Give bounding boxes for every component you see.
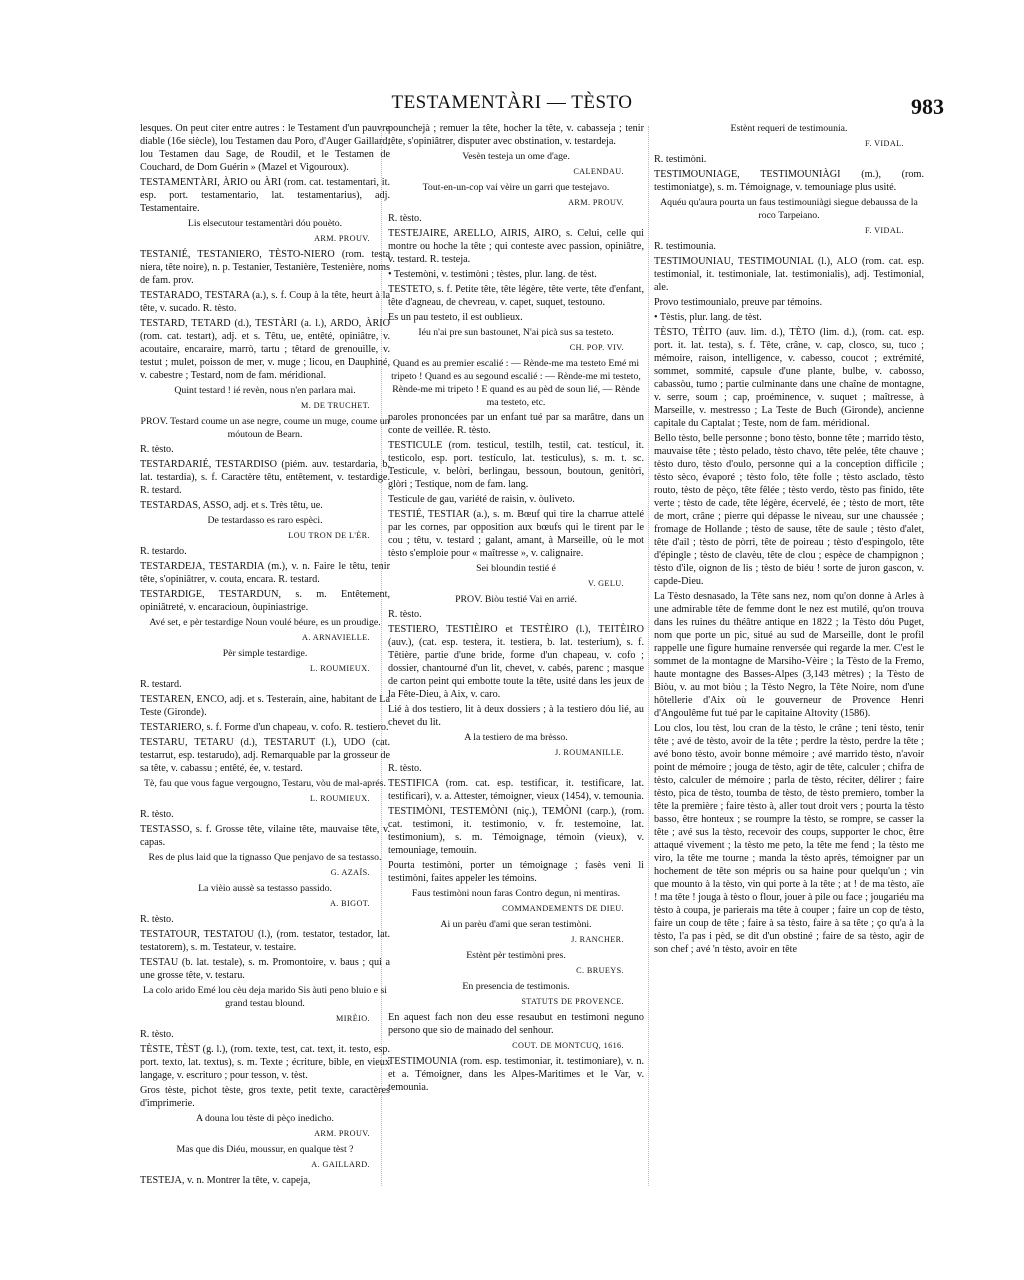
dictionary-entry: TESTIMÒNI, TESTEMÒNI (niç.), TEMÒNI (carp.), (rom. cat. testimoni, it. testimonio, v. fr. testemoine, lat. testimonium), s. m. Témoignage, témoin (vieux), v. temouniage, temouin. (388, 806, 644, 856)
dictionary-entry: R. tèsto. (388, 609, 422, 620)
citation-quote: Vesèn testeja un ome d'age. (462, 151, 570, 162)
dictionary-entry: TESTARDIGE, TESTARDUN, s. m. Entêtement, opiniâtreté, v. encaracioun, òupiniastrige. (140, 589, 390, 613)
citation-quote: De testardasso es raro espèci. (207, 515, 323, 526)
citation-quote: Tout-en-un-cop vai vèire un garri que testejavo. (422, 182, 610, 193)
citation-author: ARM. PROUV. (314, 234, 370, 243)
dictionary-entry: R. testimounia. (654, 241, 716, 252)
dictionary-entry: TESTAU (b. lat. testale), s. m. Promontoire, v. baus ; qui a une grosse tête, v. testaru. (140, 957, 390, 981)
dictionary-entry: La Tèsto desnasado, la Tête sans nez, nom qu'on donne à Arles à une admirable tête de femme dont le nez est mutilé, qu'on trouva dans les ruines du théâtre antique en 1822 ; la Tèsto dóu Puget, nom que porte un pic, situé au sud de Marseille, dont le profil rappelle une figure humaine renversée qui regarde la mer. C'est le sommet de la montagne de Marsiho-Vèire ; la Tèsto de la Fremo, haute montagne des Basses-Alpes (3,143 mètres) ; la Tèsto de Biòu, v. au mot biòu ; la Tèsto Negro, la Tête Noire, nom d'une hôtellerie d'Aix où le gouverneur de Provence Henri d'Angoulême fut tué par le capitaine Altovity (1586). (654, 591, 924, 719)
citation-author: F. VIDAL. (865, 226, 904, 235)
dictionary-entry: TESTATOUR, TESTATOU (l.), (rom. testator, testador, lat. testatorem), s. m. Testateur, v. testaire. (140, 929, 390, 953)
dictionary-entry: R. tèsto. (140, 809, 174, 820)
citation-quote: Quand es au premier escalié : — Rènde-me ma testeto Emé mi tripeto ! Quand es au segound escalié : — Rènde-me mi testeto, Rènde-me mi tripeto ! E quand es au pèd de soun lié, — Rènde ma testeto, etc. (391, 358, 641, 408)
citation-quote: Ai un parèu d'ami que seran testimòni. (440, 919, 592, 930)
dictionary-entry: TÈSTO, TÈITO (auv. lim. d.), TÈTO (lim. d.), (rom. cat. esp. port. it. lat. testa), s. f. Tête, crâne, v. cap, closco, su, tuco ; mémoire, raison, intelligence, v. cabesso, coucot ; extrémité, sommet, sommité, capsule d'une plante, bulbe, v. cabosso, cabassòu, tumo ; partie culminante dans une chaîne de montagne, v. serre, soum ; cap, proéminence, v. suquet ; maîtresse, à Marseille, v. mestresso ; La Teste de Buch (Gironde), ancienne capitale du Captalat ; Teste, nom de fam. méridional. (654, 327, 924, 429)
citation-author: A. ARNAVIELLE. (302, 633, 370, 642)
dictionary-entry: R. tèsto. (140, 914, 174, 925)
dictionary-entry: Gros tèste, pichot tèste, gros texte, petit texte, caractères d'imprimerie. (140, 1085, 390, 1109)
citation-quote: Estènt requeri de testimounia. (730, 123, 848, 134)
dictionary-entry: pounchejà ; remuer la tête, hocher la tête, v. cabasseja ; tenir tête, s'opiniâtrer, disputer avec obstination, v. testardeja. (388, 123, 644, 147)
dictionary-entry: lesques. On peut citer entre autres : le Testament d'un pauvre diable (16e siècle), lou Testamen dau Poro, d'Auger Gaillard, lou Testamen dau Sage, de Roudil, et le Testamen de Couchard, de Dom Guérin » (Mazel et Vigouroux). (140, 123, 390, 173)
citation-author: ARM. PROUV. (568, 198, 624, 207)
dictionary-entry: R. tèsto. (388, 213, 422, 224)
dictionary-entry: TESTIÉ, TESTIAR (a.), s. m. Bœuf qui tire la charrue attelé par les cornes, par opposition aux bœufs qui le tirent par le cou ; têtu, v. testard ; galant, amant, à Marseille, où le mot tèsto s'emploie pour « maîtresse », v. calignaire. (388, 509, 644, 559)
citation-quote: Avé set, e pèr testardige Noun voulé béure, es un proudige. (149, 617, 381, 628)
dictionary-entry: paroles prononcées par un enfant tué par sa marâtre, dans un conte de veillée. R. tèsto. (388, 412, 644, 436)
citation-author: F. VIDAL. (865, 139, 904, 148)
dictionary-entry: TESTEJAIRE, ARELLO, AIRIS, AIRO, s. Celui, celle qui montre ou hoche la tête ; qui conteste avec passion, opiniâtre, v. testard. R. testeja. (388, 228, 644, 265)
dictionary-entry: R. tèsto. (140, 1029, 174, 1040)
dictionary-entry: • Tèstis, plur. lang. de tèst. (654, 312, 762, 323)
citation-quote: Faus testimòni noun faras Contro degun, ni mentiras. (411, 888, 621, 899)
citation-quote: Mas que dis Diéu, moussur, en qualque tèst ? (176, 1144, 354, 1155)
dictionary-entry: TESTARDEJA, TESTARDIA (m.), v. n. Faire le têtu, tenir tête, s'opiniâtrer, v. couta, encara. R. testard. (140, 561, 390, 585)
dictionary-entry: TESTICULE (rom. testicul, testilh, testil, cat. testícul, it. testicolo, esp. port. testículo, lat. testiculus), s. m. t. sc. Testicule, v. belòri, berlingau, bessoun, boutoun, genitòri, glòri ; Testique, nom de fam. lang. (388, 440, 644, 490)
citation-author: M. DE TRUCHET. (301, 401, 370, 410)
dictionary-entry: TESTARDARIÉ, TESTARDISO (piém. auv. testardaria, b. lat. testardia), s. f. Caractère têtu, entêtement, v. testardige. R. testard. (140, 459, 390, 496)
citation-author: CALENDAU. (573, 167, 624, 176)
citation-author: J. RANCHER. (571, 935, 624, 944)
dictionary-entry: TESTARDAS, ASSO, adj. et s. Très têtu, ue. (140, 500, 323, 511)
citation-author: C. BRUEYS. (576, 966, 624, 975)
page-number: 983 (911, 94, 944, 119)
citation-author: G. AZAÏS. (330, 868, 370, 877)
dictionary-entry: TESTIMOUNIAU, TESTIMOUNIAL (l.), ALO (rom. cat. esp. testimonial, it. testimoniale, lat. testimonialis), adj. Testimonial, ale. (654, 256, 924, 293)
citation-quote: Quint testard ! ié revèn, nous n'en parlara mai. (174, 385, 356, 396)
dictionary-entry: Provo testimounialo, preuve par témoins. (654, 297, 823, 308)
running-head (0, 92, 1024, 122)
citation-quote: PROV. Biòu testié Vai en arrié. (455, 594, 577, 605)
column-divider (648, 126, 650, 1186)
dictionary-entry: TESTIERO, TESTIÈIRO et TESTÈIRO (l.), TEITÈIRO (auv.), (cat. esp. testera, it. testiera, b. lat. testerium), s. f. Têtière, partie d'une bride, forme d'un chapeau, v. cofo ; dossier, chantourné d'un lit, chevet, v. cabés, parenc ; masque de carton peint qui embotte toute la tête, usité dans les jeux de la Fête-Dieu, à Aix, v. caro. (388, 624, 644, 700)
citation-author: COUT. DE MONTCUQ, 1616. (512, 1041, 624, 1050)
citation-author: COMMANDEMENTS DE DIEU. (502, 904, 624, 913)
dictionary-entry: • Testemòni, v. testimòni ; tèstes, plur. lang. de tèst. (388, 269, 597, 280)
citation-quote: Pèr simple testardige. (222, 648, 308, 659)
dictionary-entry: TÈSTE, TÈST (g. l.), (rom. texte, test, cat. text, it. testo, esp. port. texto, lat. textus), s. m. Texte ; écriture, bible, en vieux langage, v. escrituro ; pour tesson, v. tèst. (140, 1044, 390, 1081)
citation-author: LOU TRON DE L'ÈR. (288, 531, 370, 540)
dictionary-entry: Pourta testimòni, porter un témoignage ; fasès veni li testimòni, faites appeler les témoins. (388, 860, 644, 884)
citation-quote: Aquéu qu'aura pourta un faus testimouniàgi siegue debaussa de la roco Tarpeiano. (660, 197, 918, 221)
citation-quote: Estènt pèr testimòni pres. (466, 950, 566, 961)
dictionary-entry: R. testardo. (140, 546, 187, 557)
citation-author: A. BIGOT. (329, 899, 370, 908)
dictionary-entry: TESTEJA, v. n. Montrer la tête, v. capeja, (140, 1175, 311, 1186)
dictionary-entry: Bello tèsto, belle personne ; bono tèsto, bonne tête ; marrido tèsto, mauvaise tête ; tèsto pelado, tèsto chavo, tête pelée, tête chauve ; tèsto duro, tèsto d'oulo, personne qui a la conception difficile ; tèsto sèco, évaporé ; tèsto folo, tête folle ; tèsto asclado, tèsto routo, tèsto de pèço, tête fêlée ; tèsto verdo, tèsto pas finido, tête verte ; tèsto de cade, tête légère, écervelé, ée ; tèsto de mort, tête de mort, crâne ; pierre qui dépasse le niveau, sur une chaussée ; fromage de Hollande ; tèsto de sause, tête de saule ; tèsto d'alet, tête d'ail ; tèsto de pòrri, tête de poireau ; tèsto d'espingolo, tête d'épingle ; tèsto de clavèu, tête de clou ; espèce de champignon ; tèsto d'ile, oignon de lis ; tèsto de biéu ! sorte de juron gascon, v. capde-Dieu. (654, 433, 924, 587)
dictionary-entry: TESTARU, TETARU (d.), TESTARUT (l.), UDO (cat. testarrut, esp. testarudo), adj. Remarquable par la grosseur de sa tête, v. cabassu ; entêté, ée, v. testard. (140, 737, 390, 774)
citation-author: L. ROUMIEUX. (309, 664, 370, 673)
column-right (654, 122, 924, 1192)
citation-author: STATUTS DE PROVENCE. (521, 997, 624, 1006)
citation-quote: Iéu n'ai pre sun bastounet, N'ai picà sus sa testeto. (418, 327, 614, 338)
citation-quote: La vièio aussè sa testasso passido. (198, 883, 332, 894)
citation-quote: PROV. Testard coume un ase negre, coume un muge, coume un móutoun de Bearn. (140, 416, 390, 440)
dictionary-entry: TESTARD, TETARD (d.), TESTÀRI (a. l.), ARDO, ÀRIO (rom. cat. testart), adj. et s. Têtu, ue, entêté, opiniâtre, v. acoutaire, encaraire, marrò, tartu ; têtard de grenouille, v. testut ; mulet, poisson de mer, v. muge ; licou, en Dauphiné, v. cabestre ; Testard, nom de fam. méridional. (140, 318, 390, 381)
citation-author: L. ROUMIEUX. (309, 794, 370, 803)
citation-quote: Tè, fau que vous fague vergougno, Testaru, vòu de mal-aprés. (144, 778, 386, 789)
dictionary-entry: Lié à dos testiero, lit à deux dossiers ; à la testiero dóu lié, au chevet du lit. (388, 704, 644, 728)
citation-quote: Res de plus laid que la tignasso Que penjavo de sa testasso. (148, 852, 382, 863)
citation-quote: En presencia de testimonis. (462, 981, 570, 992)
citation-quote: La colo arido Emé lou cèu deja marido Sis àuti peno bluio e si grand testau blound. (142, 985, 388, 1009)
dictionary-entry: TESTASSO, s. f. Grosse tête, vilaine tête, mauvaise tête, v. capas. (140, 824, 390, 848)
dictionary-entry: TESTAREN, ENCO, adj. et s. Testerain, aine, habitant de La Teste (Gironde). (140, 694, 390, 718)
dictionary-entry: TESTETO, s. f. Petite tête, tête légère, tête verte, tête d'enfant, tête d'agneau, de chevreau, v. capet, suquet, testouno. (388, 284, 644, 308)
citation-author: J. ROUMANILLE. (554, 748, 624, 757)
citation-quote: Sei bloundin testié é (476, 563, 556, 574)
dictionary-entry: En aquest fach non deu esse resaubut en testimoni neguno persono que sio de mainado del senhour. (388, 1012, 644, 1036)
dictionary-entry: TESTANIÉ, TESTANIERO, TÈSTO-NIERO (rom. testa niera, tête noire), n. p. Testanier, Testanière, Testenière, noms de fam. prov. (140, 249, 390, 286)
dictionary-entry: TESTAMENTÀRI, ÀRIO ou ÀRI (rom. cat. testamentari, it. esp. port. testamentario, lat. testamentarius), adj. Testamentaire. (140, 177, 390, 214)
citation-author: MIRÈIO. (336, 1014, 370, 1023)
column-left (140, 122, 390, 1192)
citation-quote: A la testiero de ma brèsso. (464, 732, 568, 743)
citation-author: V. GELU. (587, 579, 624, 588)
citation-quote: Lis elsecutour testamentàri dóu pouèto. (187, 218, 343, 229)
dictionary-entry: R. testimòni. (654, 154, 707, 165)
dictionary-entry: R. tèsto. (140, 444, 174, 455)
column-middle (388, 122, 644, 1192)
dictionary-entry: R. testard. (140, 679, 182, 690)
dictionary-entry: Testicule de gau, variété de raisin, v. òuliveto. (388, 494, 575, 505)
dictionary-entry: Lou clos, lou tèst, lou cran de la tèsto, le crâne ; teni tèsto, tenir tête ; avé de tèsto, avoir de la tête ; perdre la tèsto, perdre la tête ; avé bono tèsto, avoir bonne mémoire ; avé marrido tèsto, n'avoir point de mémoire ; jouga de tèsto, agir de tête, calculer ; chifra de tèsto, calculer de mémoire ; parla de tèsto, réciter, délirer ; faire tèsto, pica de tèsto, toumba de tèsto, de tèsto premiero, tomber la tête la première ; faire tèsto à, aller tout droit vers ; pourta la tèsto basso, être honteux ; se roumpre la tèsto, se rompre, se casser la tête ; avé sus la tèsto, recevoir des coups, supporter le choc, être attaqué vivement ; la tèsto me peto, la tête me fend ; la tèsto me viro, la tête me tourne ; manda la tèsto après, témoigner par un hochement de tête son mépris ou sa haine pour quelqu'un ; vin que mounto à la tèsto, vin qui porte à la tête ; at ! de ma tèsto, aïe ! ma tête ! jouga à tèsto o flour, jouer à pile ou face ; jougariéu ma tèsto à coupa, je parierais ma tête à couper ; faire un cop de tèsto, faire un coup de tête ; faire à sa tèsto, faire à sa tête ; ço qu'a à la tèsto, l'a pas i pèd, se dit d'un obstiné ; faire de sa tèsto, agir de son chef ; avé 'n tèsto, avoir en tête (654, 723, 924, 955)
dictionary-entry: TESTIFICA (rom. cat. esp. testificar, it. testificare, lat. testificari), v. a. Attester, témoigner, vieux (1454), v. temounia. (388, 778, 644, 802)
dictionary-entry: Es un pau testeto, il est oublieux. (388, 312, 523, 323)
citation-author: ARM. PROUV. (314, 1129, 370, 1138)
page-title: TESTAMENTÀRI — TÈSTO (391, 92, 633, 113)
dictionary-entry: TESTARADO, TESTARA (a.), s. f. Coup à la tête, heurt à la tête, v. sucado. R. tèsto. (140, 290, 390, 314)
citation-author: CH. POP. VIV. (569, 343, 624, 352)
citation-quote: A douna lou tèste di pèço inedicho. (196, 1113, 334, 1124)
dictionary-entry: TESTIMOUNIAGE, TESTIMOUNIÀGI (m.), (rom. testimoniatge), s. m. Témoignage, v. temouniage plus usité. (654, 169, 924, 193)
dictionary-entry: R. tèsto. (388, 763, 422, 774)
dictionary-entry: TESTARIERO, s. f. Forme d'un chapeau, v. cofo. R. testiero. (140, 722, 389, 733)
citation-author: A. GAILLARD. (311, 1160, 370, 1169)
dictionary-entry: TESTIMOUNIA (rom. esp. testimoniar, it. testimoniare), v. n. et a. Témoigner, dans les Alpes-Maritimes et le Var, v. temounia. (388, 1056, 644, 1093)
